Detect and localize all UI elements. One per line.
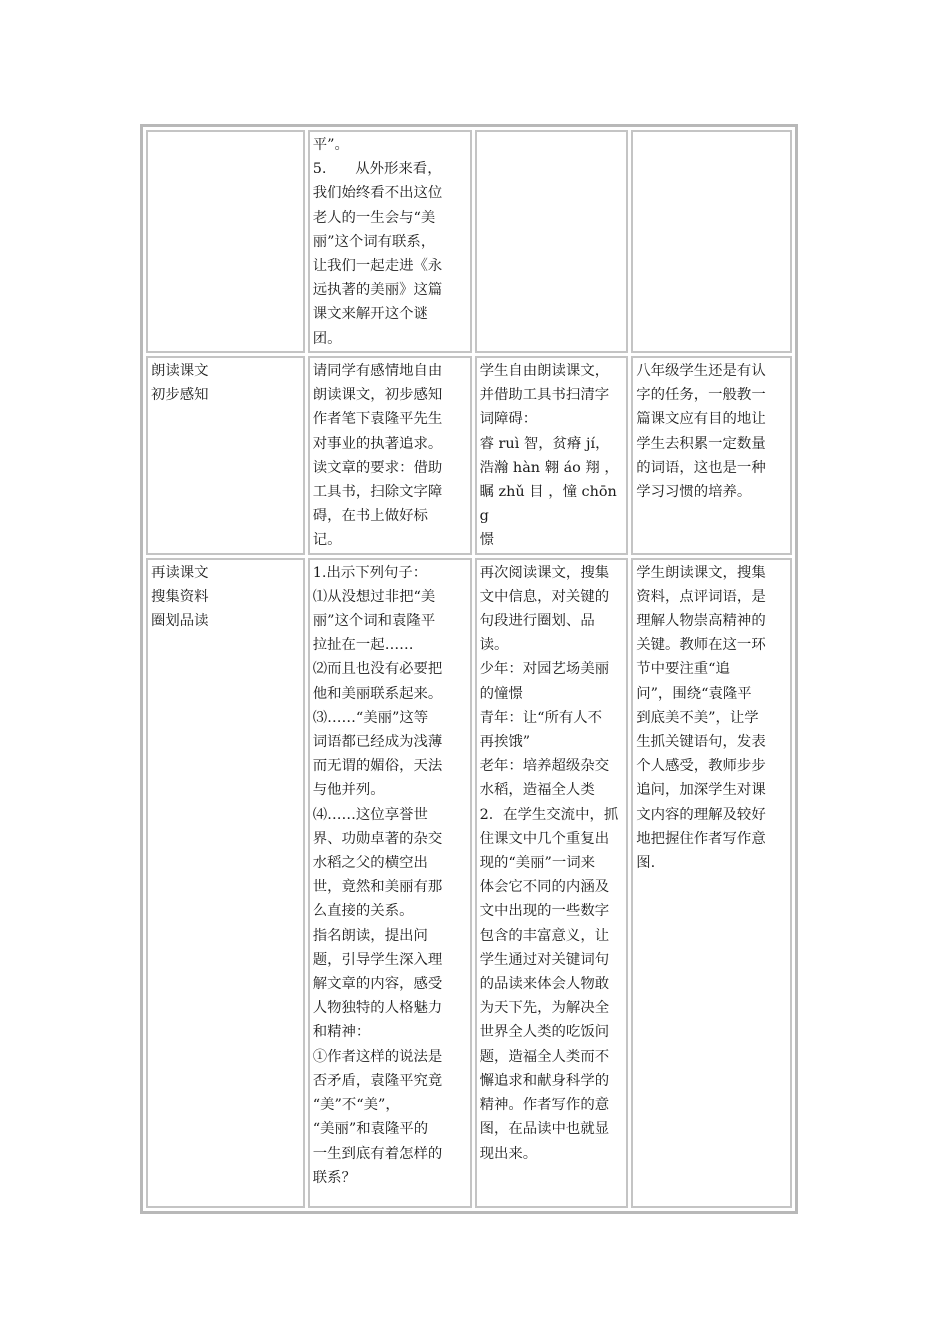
- cell-text-line: 他和美丽联系起来。: [312, 685, 443, 702]
- cell-text-line: 2．在学生交流中，抓: [479, 806, 619, 823]
- design-intent-cell: [631, 130, 792, 353]
- cell-text-line: 图.: [636, 855, 656, 872]
- cell-text-line: 搜集资料: [151, 588, 209, 605]
- cell-text-line: 体会它不同的内涵及: [479, 879, 610, 896]
- cell-text-line: 朗读课文: [151, 363, 209, 379]
- table-row: [146, 130, 792, 353]
- cell-text-line: 词语都已经成为浅薄: [312, 734, 443, 751]
- cell-text-line: 而无谓的媚俗，天法: [312, 758, 443, 775]
- cell-text-line: 理解人物崇高精神的: [636, 613, 766, 630]
- cell-text-line: 丽”这个词有联系，: [312, 233, 436, 250]
- cell-text-line: 再挨饿”: [479, 734, 531, 751]
- cell-text-line: 浩瀚 hàn 翱 áo 翔 ，: [479, 459, 619, 476]
- cell-text-line: 水稻之父的横空出: [312, 855, 428, 872]
- cell-text-line: 联系？: [312, 1169, 356, 1186]
- cell-text-line: 碍，在书上做好标: [312, 508, 428, 525]
- cell-text-line: 现出来。: [479, 1145, 538, 1162]
- cell-text-line: 再次阅读课文，搜集: [479, 564, 610, 581]
- cell-text-line: 圈划品读: [151, 613, 209, 630]
- cell-text-line: 平”。: [312, 137, 349, 153]
- table-row: [146, 558, 792, 1208]
- cell-text-line: 学习习惯的培养。: [636, 484, 752, 501]
- cell-text-line: ①作者这样的说法是: [312, 1048, 443, 1065]
- cell-text-line: 学生去积累一定数量: [636, 435, 766, 452]
- cell-text-line: 并借助工具书扫清字: [479, 387, 610, 404]
- cell-text-line: 和精神：: [312, 1024, 371, 1041]
- cell-text-line: 睿 ruì 智，贫瘠 jí，: [479, 435, 610, 452]
- cell-text-line: 世，竟然和美丽有那: [312, 879, 443, 896]
- cell-text-line: 懈追求和献身科学的: [479, 1072, 610, 1089]
- cell-text-line: 水稻，造福全人类: [479, 782, 595, 799]
- cell-text-line: 拉扯在一起……: [312, 637, 414, 654]
- cell-text-line: 八年级学生还是有认: [636, 363, 766, 379]
- cell-text-line: 字的任务，一般教一: [636, 387, 766, 404]
- cell-text-line: 与他并列。: [312, 782, 385, 799]
- stage-cell: [146, 130, 305, 353]
- cell-text-line: 1.出示下列句子：: [312, 564, 428, 581]
- cell-text-line: 5. 从外形来看，: [312, 161, 442, 178]
- cell-text-line: 对事业的执著追求。: [312, 435, 443, 452]
- stage-cell: [146, 558, 305, 1208]
- cell-text-line: 世界全人类的吃饭问: [479, 1024, 610, 1041]
- table-row: [146, 356, 792, 555]
- cell-text-line: 精神。作者写作的意: [479, 1097, 610, 1114]
- teacher-activity-cell: [308, 356, 472, 555]
- teacher-activity-cell: [308, 558, 472, 1208]
- lesson-plan-table: [140, 124, 798, 1214]
- cell-text-line: 文中出现的一些数字: [479, 903, 610, 920]
- cell-text-line: ⑵而且也没有必要把: [312, 661, 443, 678]
- design-intent-cell: [631, 356, 792, 555]
- cell-text-line: 老年：培养超级杂交: [479, 758, 610, 775]
- cell-text-line: 文中信息，对关键的: [479, 588, 610, 605]
- teacher-activity-cell: [308, 130, 472, 353]
- cell-text-line: 瞩 zhǔ 目 ，憧 chōng: [479, 484, 617, 525]
- student-activity-cell: [475, 130, 629, 353]
- cell-text-line: 工具书，扫除文字障: [312, 484, 443, 501]
- cell-text-line: 一生到底有着怎样的: [312, 1145, 443, 1162]
- cell-text-line: 作者笔下袁隆平先生: [312, 411, 443, 428]
- cell-text-line: 现的“美丽”一词来: [479, 855, 596, 872]
- cell-text-line: 的品读来体会人物敢: [479, 976, 610, 993]
- cell-text-line: 住课文中几个重复出: [479, 830, 610, 847]
- cell-text-line: 记。: [312, 532, 342, 549]
- cell-text-line: 请同学有感情地自由: [312, 363, 443, 379]
- cell-text-line: 憬: [479, 532, 494, 549]
- cell-text-line: 课文来解开这个谜: [312, 306, 428, 323]
- student-activity-cell: [475, 356, 629, 555]
- cell-text-line: 资料，点评词语，是: [636, 588, 766, 605]
- cell-text-line: 的憧憬: [479, 685, 523, 702]
- cell-text-line: 文内容的理解及较好: [636, 806, 766, 823]
- cell-text-line: 人物独特的人格魅力: [312, 1000, 443, 1017]
- cell-text-line: 到底美不美”，让学: [636, 709, 759, 726]
- cell-text-line: 关键。教师在这一环: [636, 637, 766, 654]
- cell-text-line: 读文章的要求：借助: [312, 459, 443, 476]
- cell-text-line: 的词语，这也是一种: [636, 459, 766, 476]
- design-intent-cell: [631, 558, 792, 1208]
- cell-text-line: 为天下先，为解决全: [479, 1000, 610, 1017]
- cell-text-line: 远执著的美丽》这篇: [312, 282, 443, 299]
- cell-text-line: 图，在品读中也就显: [479, 1121, 610, 1138]
- cell-text-line: 少年：对园艺场美丽: [479, 661, 610, 678]
- cell-text-line: 团。: [312, 330, 342, 347]
- cell-text-line: ⑶……“美丽”这等: [312, 709, 429, 726]
- cell-text-line: “美丽”和袁隆平的: [312, 1121, 429, 1138]
- cell-text-line: 学生自由朗读课文，: [479, 363, 610, 379]
- cell-text-line: 丽”这个词和袁隆平: [312, 613, 436, 630]
- cell-text-line: 朗读课文，初步感知: [312, 387, 443, 404]
- cell-text-line: 问”，围绕“袁隆平: [636, 685, 752, 702]
- cell-text-line: 追问，加深学生对课: [636, 782, 766, 799]
- cell-text-line: 界、功勋卓著的杂交: [312, 830, 443, 847]
- cell-text-line: 生抓关键语句，发表: [636, 734, 766, 751]
- cell-text-line: ⑴从没想过非把“美: [312, 588, 436, 605]
- cell-text-line: 指名朗读，提出问: [312, 927, 428, 944]
- cell-text-line: 句段进行圈划、品: [479, 613, 595, 630]
- cell-text-line: 再读课文: [151, 564, 209, 581]
- cell-text-line: ⑷……这位享誉世: [312, 806, 428, 823]
- cell-text-line: 解文章的内容，感受: [312, 976, 443, 993]
- cell-text-line: 地把握住作者写作意: [636, 830, 766, 847]
- cell-text-line: 节中要注重“追: [636, 661, 730, 678]
- cell-text-line: 读。: [479, 637, 509, 654]
- cell-text-line: 青年：让“所有人不: [479, 709, 603, 726]
- cell-text-line: 么直接的关系。: [312, 903, 414, 920]
- student-activity-cell: [475, 558, 629, 1208]
- stage-cell: [146, 356, 305, 555]
- cell-text-line: 词障碍：: [479, 411, 538, 428]
- cell-text-line: “美”不“美”，: [312, 1097, 400, 1114]
- cell-text-line: 题，引导学生深入理: [312, 951, 443, 968]
- cell-text-line: 老人的一生会与“美: [312, 209, 436, 226]
- cell-text-line: 让我们一起走进《永: [312, 258, 443, 275]
- cell-text-line: 学生朗读课文，搜集: [636, 564, 766, 581]
- cell-text-line: 题，造福全人类而不: [479, 1048, 610, 1065]
- cell-text-line: 初步感知: [151, 387, 209, 404]
- cell-text-line: 个人感受，教师步步: [636, 758, 766, 775]
- cell-text-line: 否矛盾，袁隆平究竟: [312, 1072, 443, 1089]
- cell-text-line: 学生通过对关键词句: [479, 951, 610, 968]
- cell-text-line: 篇课文应有目的地让: [636, 411, 766, 428]
- cell-text-line: 包含的丰富意义，让: [479, 927, 610, 944]
- cell-text-line: 我们始终看不出这位: [312, 185, 443, 202]
